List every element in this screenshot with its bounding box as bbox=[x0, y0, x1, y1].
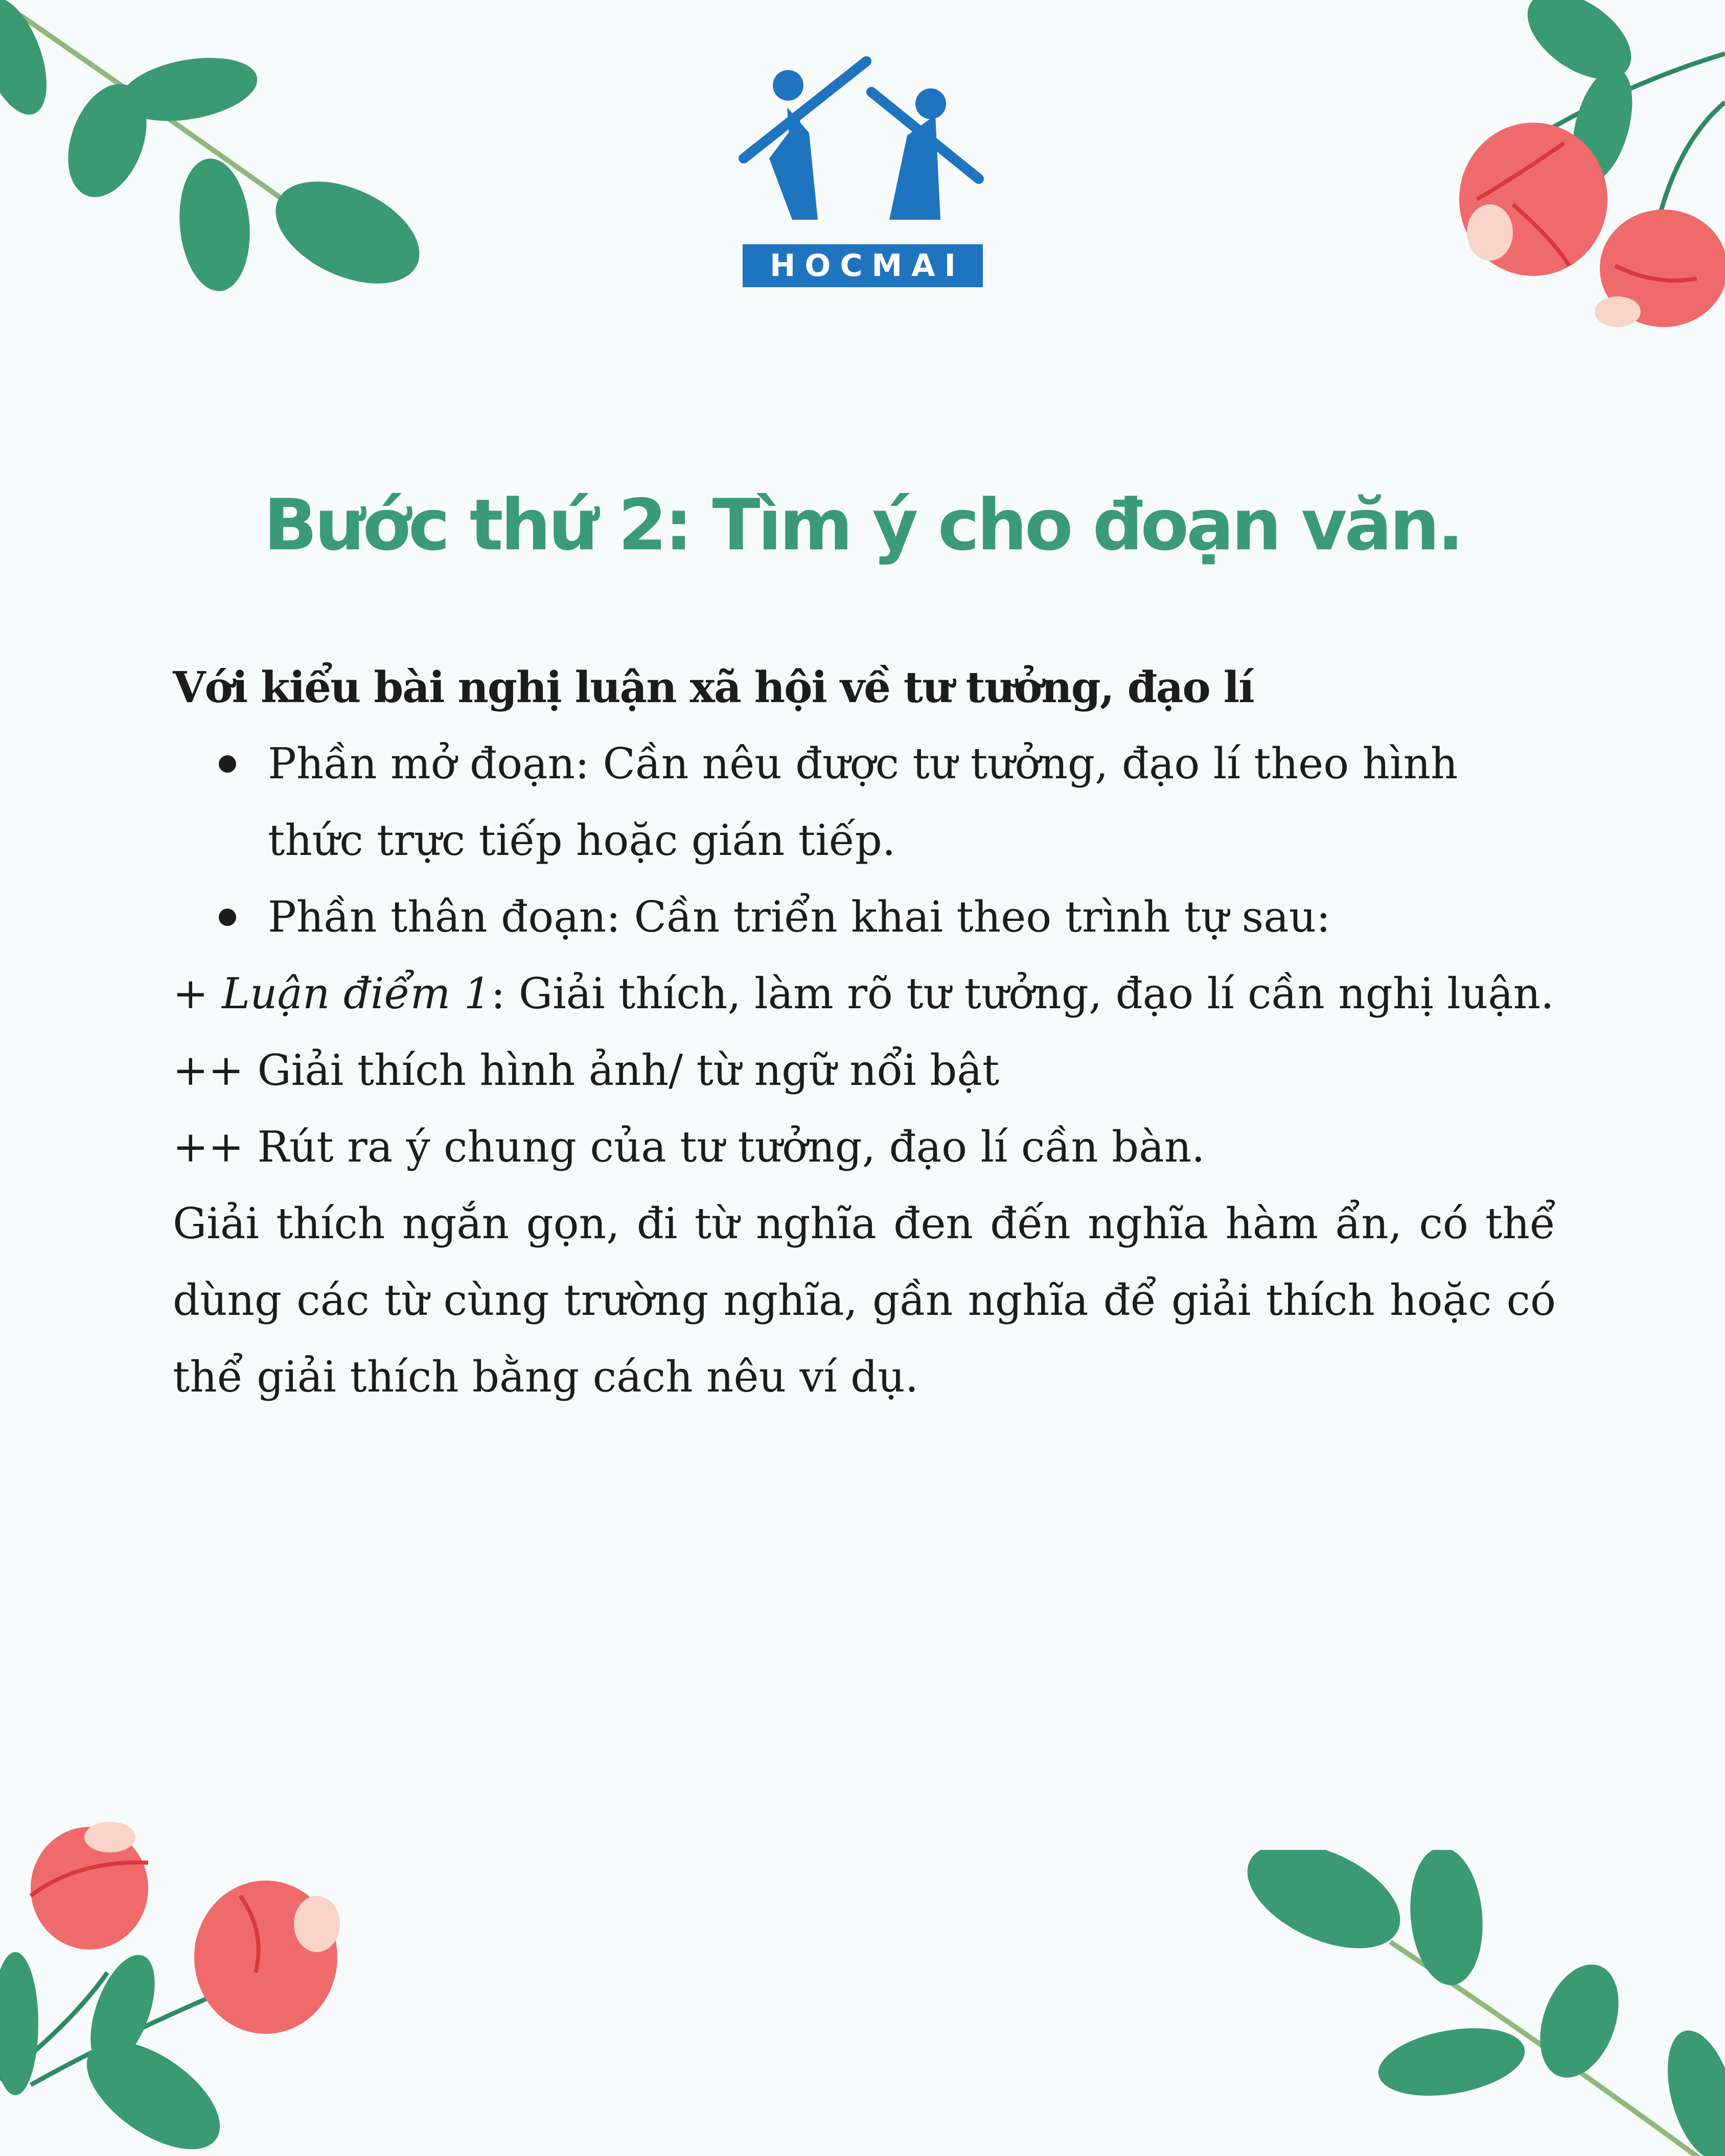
list-item: Phần thân đoạn: Cần triển khai theo trình tự sau: bbox=[173, 879, 1556, 956]
leaf-branch-top-left-icon bbox=[0, 0, 440, 317]
list-item: Phần mở đoạn: Cần nêu được tư tưởng, đạo lí theo hình thức trực tiếp hoặc gián tiếp. bbox=[173, 726, 1556, 879]
explanation-paragraph: Giải thích ngắn gọn, đi từ nghĩa đen đến nghĩa hàm ẩn, có thể dùng các từ cùng trường nghĩa, gần nghĩa để giải thích hoặc có thể giải thích bằng cách nêu ví dụ. bbox=[173, 1199, 1556, 1402]
hocmai-logo-text: HOCMAI bbox=[743, 244, 983, 287]
point-1-text: : Giải thích, làm rõ tư tưởng, đạo lí cần nghị luận. bbox=[491, 969, 1554, 1018]
page-title: Bước thứ 2: Tìm ý cho đoạn văn. bbox=[263, 484, 1462, 566]
flower-branch-bottom-left-icon bbox=[0, 1819, 358, 2156]
flower-branch-top-right-icon bbox=[1360, 0, 1725, 358]
bullet-list bbox=[173, 726, 1556, 956]
point-1-label: Luận điểm 1 bbox=[221, 969, 491, 1018]
subpoint-line: ++ Giải thích hình ảnh/ từ ngữ nổi bật bbox=[173, 1046, 1000, 1095]
content-body bbox=[173, 649, 1556, 1416]
section-subheading: Với kiểu bài nghị luận xã hội về tư tưởng, đạo lí bbox=[173, 662, 1254, 712]
leaf-branch-bottom-right-icon bbox=[1227, 1850, 1725, 2156]
point-1-prefix: + bbox=[173, 969, 222, 1018]
subpoint-line: ++ Rút ra ý chung của tư tưởng, đạo lí cần bàn. bbox=[173, 1122, 1205, 1172]
point-1-line bbox=[173, 956, 1556, 1032]
